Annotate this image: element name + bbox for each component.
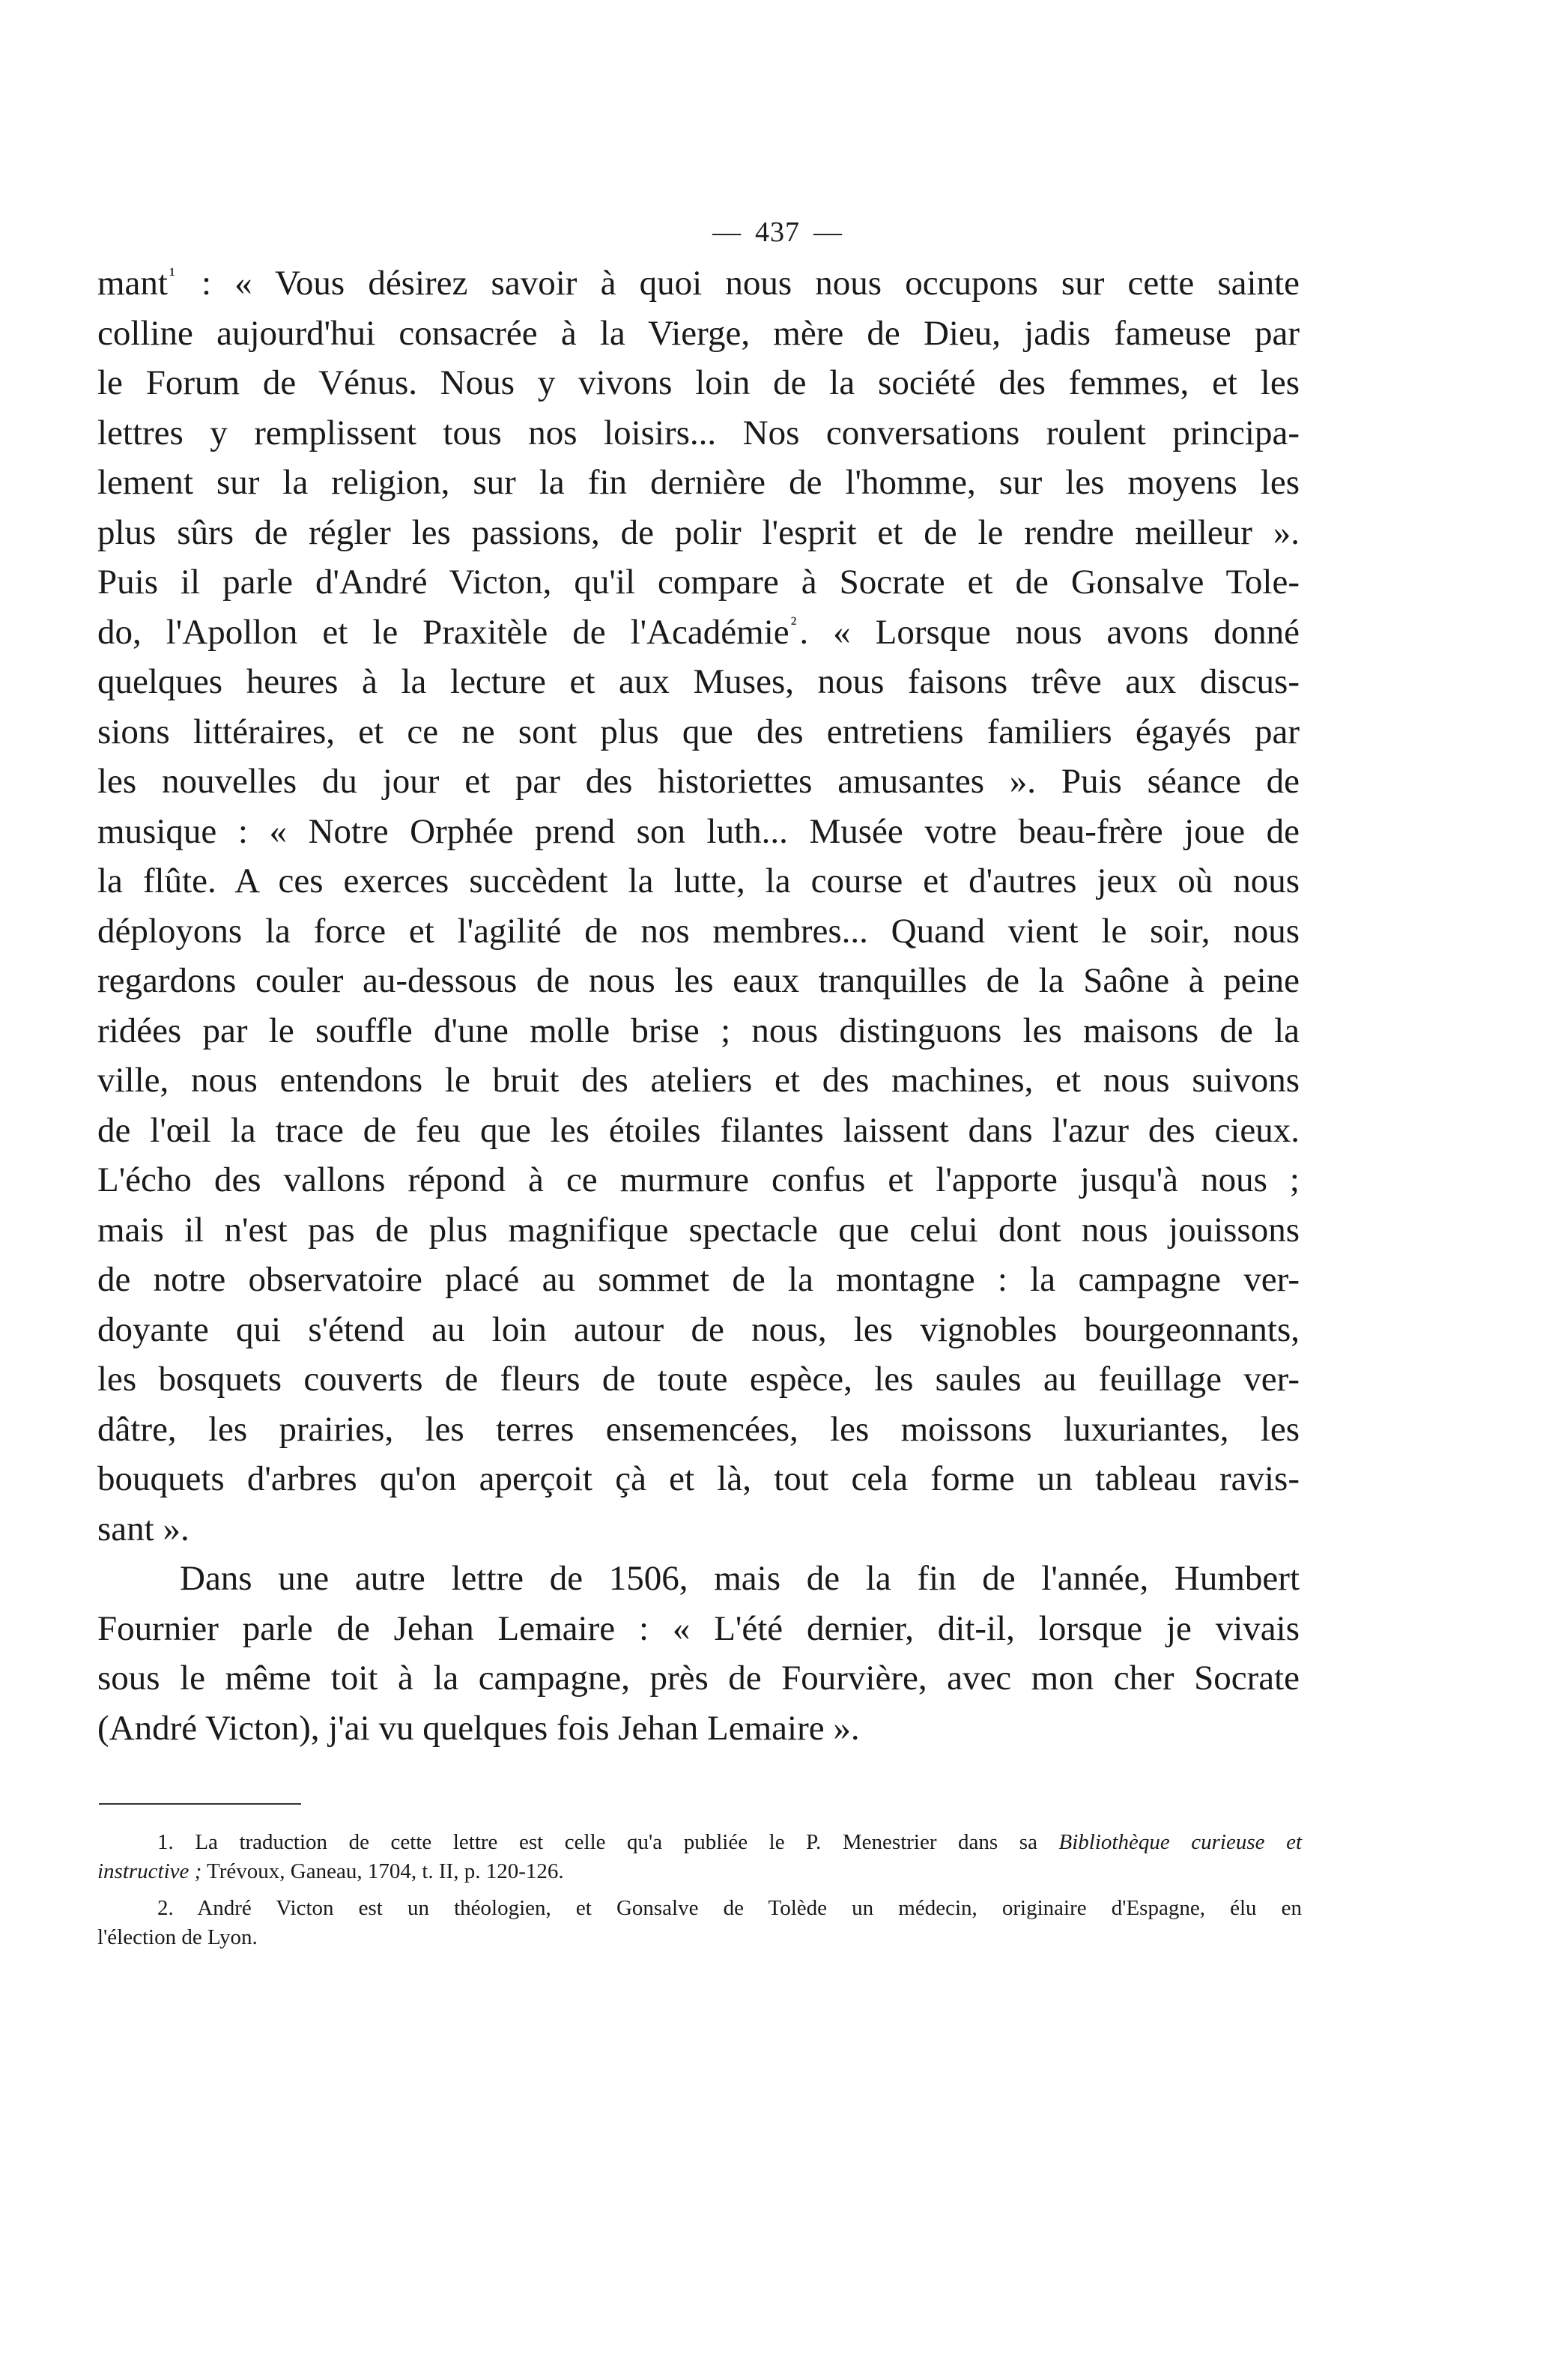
footnote-2-line: l'élection de Lyon. [97,1925,258,1949]
footnote-ref-2[interactable]: ² [790,612,797,635]
text-line: dâtre, les prairies, les terres ensemencées, les moissons luxuriantes, les [97,1409,1300,1449]
text-line: colline aujourd'hui consacrée à la Vierge, mère de Dieu, jadis fameuse par [97,313,1300,353]
footnote-1-line: instructive ; Trévoux, Ganeau, 1704, t. II, p. 120-126. [97,1859,564,1883]
text-line: les nouvelles du jour et par des historiettes amusantes ». Puis séance de [97,762,1300,801]
text-line: plus sûrs de régler les passions, de polir l'esprit et de le rendre meilleur ». [97,512,1300,552]
footnote-separator [99,1803,301,1805]
folio-dash-right: — [813,216,843,248]
text-line: bouquets d'arbres qu'on aperçoit çà et là, tout cela forme un tableau ravis- [97,1459,1300,1498]
text-line: de l'œil la trace de feu que les étoiles filantes laissent dans l'azur des cieux. [97,1110,1300,1150]
text-line: de notre observatoire placé au sommet de la montagne : la campagne ver- [97,1260,1300,1299]
text-line: mais il n'est pas de plus magnifique spectacle que celui dont nous jouissons [97,1210,1300,1250]
text-line: Fournier parle de Jehan Lemaire : « L'été dernier, dit-il, lorsque je vivais [97,1608,1300,1648]
text-line: doyante qui s'étend au loin autour de nous, les vignobles bourgeonnants, [97,1309,1300,1349]
page-number-value: 437 [755,216,800,248]
footnote-ref-1[interactable]: ¹ [169,264,175,285]
text-line: sant ». [97,1509,190,1548]
text-line: ville, nous entendons le bruit des ateliers et des machines, et nous suivons [97,1061,1300,1100]
text-line: quelques heures à la lecture et aux Muses, nous faisons trêve aux discus- [97,662,1300,701]
footnote-2-line: 2. André Victon est un théologien, et Gonsalve de Tolède un médecin, originaire d'Espagne, élu en [157,1896,1302,1920]
text-line: do, l'Apollon et le Praxitèle de l'Académie$^{^2}$. « Lorsque nous avons donné [97,612,1300,652]
text-line: ridées par le souffle d'une molle brise ; nous distinguons les maisons de la [97,1011,1300,1050]
body-text [97,258,1300,1753]
text-line: mant$^{^1}$ : « Vous désirez savoir à quoi nous nous occupons sur cette sainte [97,264,1300,303]
folio-dash-left: — [712,216,742,248]
page-number [0,216,1555,249]
text-line: L'écho des vallons répond à ce murmure confus et l'apporte jusqu'à nous ; [97,1160,1300,1199]
text-line: la flûte. A ces exerces succèdent la lutte, la course et d'autres jeux où nous [97,862,1300,900]
text-line: sions littéraires, et ce ne sont plus que des entretiens familiers égayés par [97,712,1300,751]
text-line: lettres y remplissent tous nos loisirs... Nos conversations roulent principa- [97,413,1300,452]
text-line: le Forum de Vénus. Nous y vivons loin de la société des femmes, et les [97,363,1300,402]
text-line: Puis il parle d'André Victon, qu'il compare à Socrate et de Gonsalve Tole- [97,563,1300,602]
text-line-paragraph-start: Dans une autre lettre de 1506, mais de la fin de l'année, Humbert [180,1559,1300,1598]
text-line: déployons la force et l'agilité de nos membres... Quand vient le soir, nous [97,911,1300,951]
text-line: sous le même toit à la campagne, près de Fourvière, avec mon cher Socrate [97,1659,1300,1698]
text-line: lement sur la religion, sur la fin dernière de l'homme, sur les moyens les [97,463,1300,502]
text-line: les bosquets couverts de fleurs de toute espèce, les saules au feuillage ver- [97,1360,1300,1399]
text-line: (André Victon), j'ai vu quelques fois Jehan Lemaire ». [97,1708,860,1748]
footnotes [97,1828,1302,1952]
text-line: regardons couler au-dessous de nous les eaux tranquilles de la Saône à peine [97,961,1300,1000]
text-line: musique : « Notre Orphée prend son luth... Musée votre beau-frère joue de [97,811,1300,851]
footnote-1-line: 1. La traduction de cette lettre est celle qu'a publiée le P. Menestrier dans sa Bibliothèque curieuse et [157,1830,1303,1854]
